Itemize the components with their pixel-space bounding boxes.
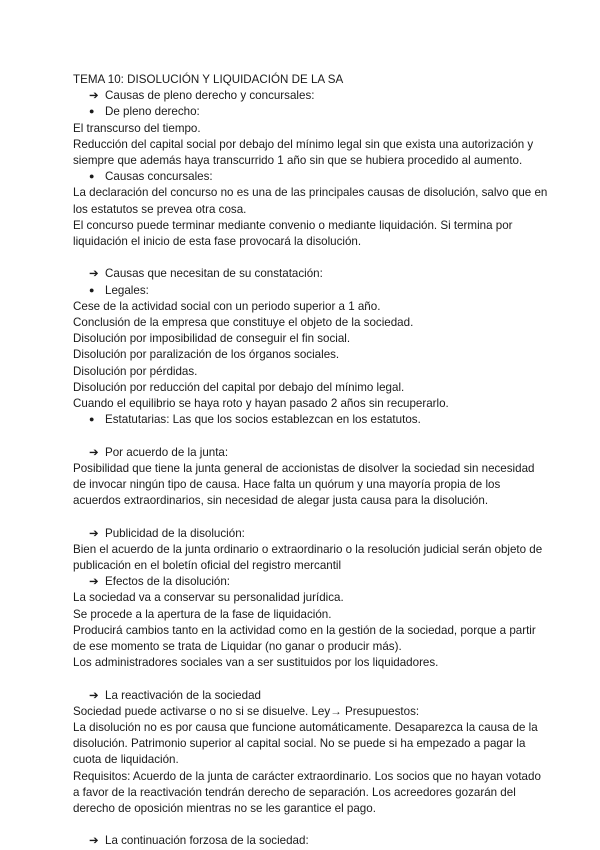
arrow-icon: ➔ bbox=[89, 688, 99, 702]
bullet-icon: ● bbox=[89, 171, 95, 182]
bullet-estatutarias: ● Estatutarias: Las que los socios establezcan en los estatutos. bbox=[89, 413, 421, 427]
paragraph: los estatutos se prevea otra cosa. bbox=[73, 202, 247, 216]
paragraph: La declaración del concurso no es una de las principales causas de disolución, salvo que en bbox=[73, 186, 548, 200]
arrow-icon: ➔ bbox=[89, 834, 99, 848]
paragraph: publicación en el boletín oficial del registro mercantil bbox=[73, 559, 342, 573]
list-line: Los administradores sociales van a ser sustituidos por los liquidadores. bbox=[73, 656, 439, 670]
section-heading-acuerdo-junta: ➔ Por acuerdo de la junta: bbox=[73, 445, 533, 461]
section-heading-reactivacion: ➔ La reactivación de la sociedad bbox=[73, 688, 533, 704]
paragraph: Bien el acuerdo de la junta ordinario o extraordinario o la resolución judicial serán objeto de bbox=[73, 542, 543, 556]
paragraph: de invocar ningún tipo de causa. Hace falta un quórum y una mayoría propia de los bbox=[73, 478, 501, 492]
list-line: Se procede a la apertura de la fase de liquidación. bbox=[73, 607, 332, 621]
paragraph: disolución. Patrimonio superior al capital social. No se puede si ha empezado a pagar la bbox=[73, 737, 526, 751]
section-heading-publicidad: ➔ Publicidad de la disolución: bbox=[73, 526, 533, 542]
bullet-concursales: ● Causas concursales: bbox=[89, 170, 213, 184]
list-line: Disolución por pérdidas. bbox=[73, 364, 198, 378]
paragraph: Sociedad puede activarse o no si se disuelve. Ley→ Presupuestos: bbox=[73, 704, 420, 718]
list-line: Conclusión de la empresa que constituye el objeto de la sociedad. bbox=[73, 316, 414, 330]
paragraph: La disolución no es por causa que funcione automáticamente. Desaparezca la causa de la bbox=[73, 721, 538, 735]
document-title: TEMA 10: DISOLUCIÓN Y LIQUIDACIÓN DE LA SA bbox=[73, 73, 344, 86]
paragraph: Requisitos: Acuerdo de la junta de carácter extraordinario. Los socios que no hayan votado bbox=[73, 769, 541, 783]
list-line: de ese momento se trata de Liquidar (no ganar o producir más). bbox=[73, 640, 402, 654]
arrow-icon: ➔ bbox=[89, 575, 99, 589]
arrow-icon: ➔ bbox=[89, 267, 99, 281]
document-page bbox=[73, 72, 548, 850]
paragraph: El transcurso del tiempo. bbox=[73, 121, 201, 135]
paragraph: liquidación el inicio de esta fase provocará la disolución. bbox=[73, 235, 362, 249]
list-line: Disolución por paralización de los órganos sociales. bbox=[73, 348, 340, 362]
paragraph: a favor de la reactivación tendrán derecho de separación. Los acreedores gozarán del bbox=[73, 785, 516, 799]
paragraph: cuota de liquidación. bbox=[73, 753, 179, 767]
paragraph: Reducción del capital social por debajo del mínimo legal sin que exista una autorización y bbox=[73, 137, 534, 151]
bullet-icon: ● bbox=[89, 106, 95, 117]
section-heading-continuacion: ➔ La continuación forzosa de la sociedad: bbox=[73, 833, 533, 849]
paragraph: acuerdos extraordinarios, sin necesidad de alegar justa causa para la disolución. bbox=[73, 494, 489, 508]
paragraph: siempre que además haya transcurrido 1 año sin que se hubiera procedido al aumento. bbox=[73, 154, 523, 168]
list-line: La sociedad va a conservar su personalidad jurídica. bbox=[73, 591, 344, 605]
paragraph: El concurso puede terminar mediante convenio o mediante liquidación. Si termina por bbox=[73, 218, 513, 232]
arrow-icon: ➔ bbox=[89, 526, 99, 540]
paragraph: Posibilidad que tiene la junta general de accionistas de disolver la sociedad sin necesidad bbox=[73, 461, 535, 475]
list-line: Disolución por imposibilidad de conseguir el fin social. bbox=[73, 332, 351, 346]
bullet-pleno-derecho: ● De pleno derecho: bbox=[89, 105, 200, 119]
bullet-icon: ● bbox=[89, 414, 95, 425]
section-heading-efectos: ➔ Efectos de la disolución: bbox=[73, 574, 533, 590]
bullet-legales: ● Legales: bbox=[89, 283, 149, 297]
paragraph: derecho de oposición mientras no se les garantice el pago. bbox=[73, 802, 376, 816]
bullet-icon: ● bbox=[89, 284, 95, 295]
section-heading-causas: ➔ Causas de pleno derecho y concursales: bbox=[73, 88, 533, 104]
section-heading-constatacion: ➔ Causas que necesitan de su constatación: bbox=[73, 266, 533, 282]
list-line: Producirá cambios tanto en la actividad como en la gestión de la sociedad, porque a partir bbox=[73, 623, 536, 637]
list-line: Cuando el equilibrio se haya roto y hayan pasado 2 años sin recuperarlo. bbox=[73, 397, 449, 411]
arrow-icon: ➔ bbox=[89, 445, 99, 459]
arrow-icon: ➔ bbox=[89, 89, 99, 103]
list-line: Cese de la actividad social con un periodo superior a 1 año. bbox=[73, 299, 381, 313]
list-line: Disolución por reducción del capital por debajo del mínimo legal. bbox=[73, 380, 405, 394]
